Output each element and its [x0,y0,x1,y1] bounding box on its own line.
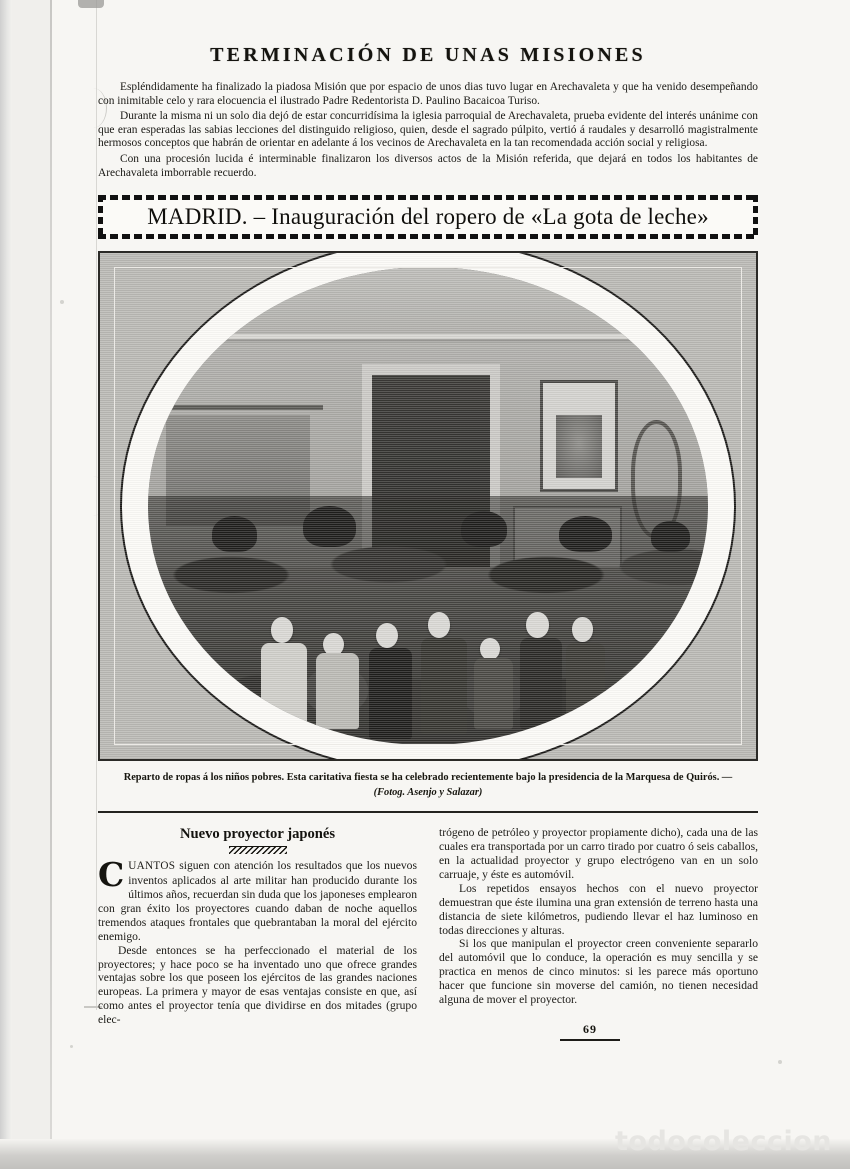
photo-hat [303,506,355,546]
scan-edge-strip [0,0,12,1140]
lead-paragraphs [98,81,758,180]
photo-child-coat [316,653,359,729]
photo-child-head [526,612,548,637]
lead-paragraph: Espléndidamente ha finalizado la piadosa Misión que por espacio de unos dias tuvo lugar en Arechavaleta y que ha venido desempeñando con inimitable celo y rara elocuencia el ilustrado Padre Redentorista D. Paulino Bacaicoa Turiso. [98,81,758,107]
page-number: 69 [583,1022,597,1036]
photo-scene [100,253,756,759]
photo-child-head [572,617,593,641]
watermark: todocoleccion [615,1126,832,1157]
photo-cornice [100,334,756,339]
photo-hat [461,511,507,546]
lead-paragraph: Durante la misma ni un solo dia dejó de estar concurridísima la iglesia parroquial de Arechavaleta, prueba evidente del interés unánime con que eran esperadas las sabias lecciones del distinguido religioso, quien, desde el sagrado púlpito, vertió á raudales y desarrolló magistralmente hermosos conceptos que habrán de orientar en adelante á los vecinos de Arechavaleta en la tan recomendada acción social y religiosa. [98,110,758,150]
article-columns [98,826,758,1027]
opening-small-caps: UANTOS [128,860,176,873]
scan-speck [778,1060,782,1064]
scan-speck [70,1045,73,1048]
article-paragraph-text: siguen con atención los resultados que los nuevos inventos aplicados al arte militar han producido durante los últimos años, recuerdan sin duda que los japoneses emplearon con gran éxito los proyectores cuando daban de noche aquellos tremendos ataques frontales que quebrantaban la moral del ejército enemigo. [98,859,417,943]
lead-paragraph: Con una procesión lucida é interminable finalizaron los diversos actos de la Misión referida, que dejará en todos los habitantes de Arechavaleta imborrable recuerdo. [98,152,758,179]
photo-credit: —(Fotog. Asenjo y Salazar) [373,772,733,799]
drop-cap: C [98,855,125,895]
page-headline: TERMINACIÓN DE UNAS MISIONES [210,44,646,66]
article-paragraph: Desde entonces se ha perfeccionado el material de los proyectores; y hace poco se ha inventado uno que ofrece grandes ventajas sobre los que poseen los ejércitos de las grandes naciones europeas. La primera y mayor de esas ventajas consiste en que, así como antes el proyector tenía que dividirse en dos mitades (grupo elec- [98,943,417,1027]
photo-child-coat [421,638,467,734]
page-folio [560,1022,620,1041]
article-column-left [98,826,417,1027]
photo-child-head [480,638,500,660]
photo-hat [651,521,690,551]
ornament-divider [229,846,287,854]
photo-child-head [271,617,293,642]
photo-caption [98,770,758,800]
article-paragraph: Los repetidos ensayos hechos con el nuevo proyector demuestran que éste ilumina una gran extensión de terreno hasta una distancia de siete kilómetros, pudiendo llevar el haz luminoso en todas direcciones y alturas. [439,881,758,937]
photo-caption-text: Reparto de ropas á los niños pobres. Esta caritativa fiesta se ha celebrado recientemente bajo la presidencia de la Marquesa de Quirós. [123,772,720,784]
scan-speck [60,300,64,304]
photo-cabinet-top [152,405,323,410]
article-paragraph: trógeno de petróleo y proyector propiamente dicho), cada una de las cuales era transportada por un carro tirado por cuatro ó seis caballos, en la actualidad proyector y grupo electrógeno van en un solo carruaje, y éste es automóvil. [439,826,758,881]
banner-title: MADRID. – Inauguración del ropero de «La gota de leche» [147,204,709,230]
photo-hat [559,516,611,551]
photo-child-coat [261,643,307,729]
banner-border-bottom [98,234,758,239]
photo-ceiling [100,253,756,334]
scan-edge-gap [12,0,50,1140]
photo-child-coat [520,638,563,729]
photo-hat [212,516,258,551]
photo-framed-picture [540,380,618,492]
folio-rule [560,1039,620,1041]
photo-child-head [428,612,450,637]
article-column-right [439,826,758,1027]
article-paragraph: Si los que manipulan el proyector creen conveniente separarlo del automóvil que lo conduce, la operación es muy sencilla y se practica en menos de cinco minutos: si les parece más oportuno hacer que funcione sin moverse del camión, no tienen necesidad alguna de mover el proyector. [439,937,758,1007]
photo-child-coat [369,648,412,739]
photo-child-coat [474,658,513,729]
page-content [98,0,758,1169]
section-banner [98,195,758,239]
article-title: Nuevo proyector japonés [179,826,336,843]
photo-child-coat [566,643,605,729]
photograph [98,251,758,761]
banner-border-top [98,195,758,200]
section-divider-rule [98,811,758,813]
photo-child-head [376,623,398,648]
article-paragraph [98,855,417,943]
scan-page-edge-line [50,0,52,1140]
